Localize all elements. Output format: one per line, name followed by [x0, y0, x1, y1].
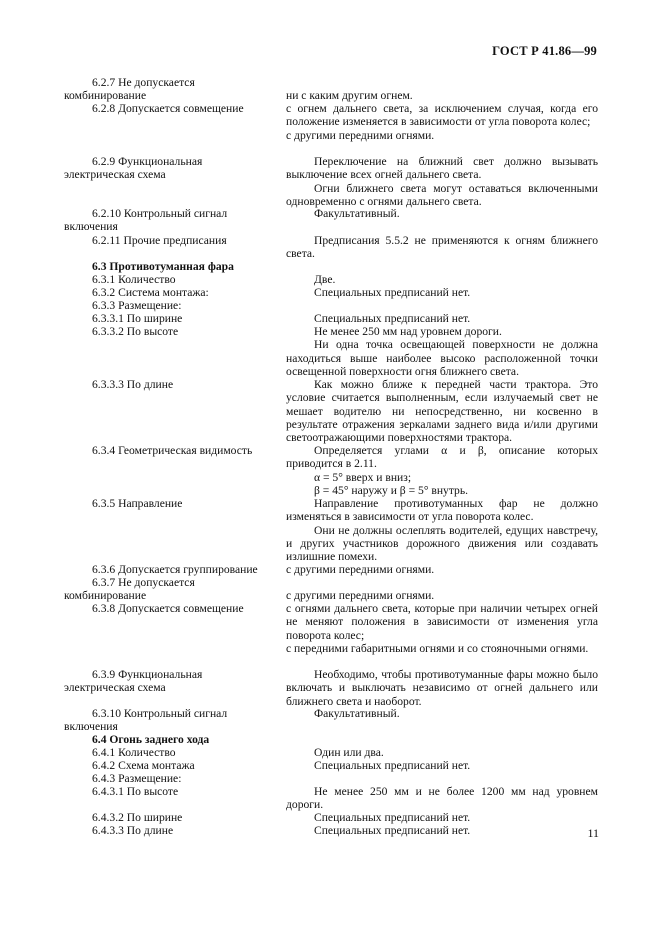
requirement-paragraph: Специальных предписаний нет. [314, 312, 471, 325]
clause-label-line: 6.4.3 Размещение: [92, 772, 182, 785]
requirement-paragraph: Направление противотуманных фар не должно изменяться в зависимости от угла поворота колес. [286, 497, 598, 524]
clause-requirement [286, 155, 598, 208]
clause-label [64, 563, 284, 576]
clause-label-line: 6.2.8 Допускается совмещение [92, 102, 244, 115]
requirement-paragraph: с огнями дальнего света, которые при наличии четырех огней не меняют положения в зависимости от изменения угла поворота колес; [286, 602, 598, 642]
requirement-paragraph: Специальных предписаний нет. [314, 286, 471, 299]
clause-label [64, 207, 284, 234]
clause-label [64, 497, 284, 510]
clause-label-line: 6.4.1 Количество [92, 746, 176, 759]
clause-label-line: 6.3.3.3 По длине [92, 378, 174, 391]
clause-requirement [286, 563, 598, 576]
clause-label-line: включения [64, 720, 118, 734]
requirement-paragraph: Не менее 250 мм над уровнем дороги. [314, 325, 502, 338]
clause-requirement [286, 89, 598, 102]
clause-label-line: 6.2.11 Прочие предписания [92, 234, 227, 247]
clause-label-line: 6.4.3.1 По высоте [92, 785, 179, 798]
clause-label-line: 6.3.10 Контрольный сигнал [92, 707, 228, 720]
clause-label-line: 6.3.5 Направление [92, 497, 183, 510]
clause-label-line: 6.3.4 Геометрическая видимость [92, 444, 253, 457]
document-header: ГОСТ Р 41.86—99 [492, 44, 597, 58]
requirement-paragraph: β = 45° наружу и β = 5° внутрь. [314, 483, 469, 497]
requirement-paragraph: ни с каким другим огнем. [286, 89, 413, 102]
requirement-paragraph: с передними габаритными огнями и со стояночными огнями. [286, 641, 589, 655]
clause-label-line: 6.4 Огонь заднего хода [92, 733, 210, 746]
clause-label-line: электрическая схема [64, 681, 166, 695]
clause-label-line: комбинирование [64, 89, 147, 103]
clause-label [64, 602, 284, 615]
clause-requirement [286, 746, 598, 759]
requirement-paragraph: Как можно ближе к передней части трактора. Это условие считается выполненным, если излучаемый свет не мешает водителю ни непосредственно, ни косвенно в результате отражения зеркалами заднего вида и/или другими светоотражающими поверхностями трактора. [286, 378, 598, 445]
clause-label [64, 378, 284, 391]
clause-label [64, 286, 284, 299]
clause-label [64, 772, 284, 785]
clause-label [64, 155, 284, 182]
clause-label-line: 6.2.10 Контрольный сигнал [92, 207, 228, 220]
clause-label [64, 759, 284, 772]
requirement-paragraph: Огни ближнего света могут оставаться включенными одновременно с огнями дальнего света. [286, 181, 598, 208]
clause-requirement [286, 497, 598, 563]
requirement-paragraph: Факультативный. [314, 707, 400, 720]
clause-label-line: 6.4.2 Схема монтажа [92, 759, 195, 772]
clause-requirement [286, 273, 598, 286]
clause-requirement [286, 234, 598, 261]
requirement-paragraph: с другими передними огнями. [286, 563, 435, 576]
clause-requirement [286, 668, 598, 708]
clause-requirement [286, 102, 598, 142]
clause-label-line: 6.3.8 Допускается совмещение [92, 602, 244, 615]
clause-requirement [286, 378, 598, 444]
clause-label [64, 707, 284, 734]
requirement-paragraph: Не менее 250 мм и не более 1200 мм над уровнем дороги. [286, 785, 598, 812]
requirement-paragraph: Они не должны ослеплять водителей, едущих навстречу, и других участников дорожного движения или создавать излишние помехи. [286, 523, 598, 564]
clause-requirement [286, 824, 598, 837]
clause-requirement [286, 785, 598, 812]
clause-label [64, 299, 284, 312]
clause-label-line: 6.3.6 Допускается группирование [92, 563, 258, 576]
clause-label-line: комбинирование [64, 589, 147, 603]
requirement-paragraph: с другими передними огнями. [286, 128, 435, 142]
clause-label [64, 824, 284, 837]
requirement-paragraph: Специальных предписаний нет. [314, 811, 471, 824]
clause-requirement [286, 286, 598, 299]
requirement-paragraph: Специальных предписаний нет. [314, 824, 471, 837]
requirement-paragraph: Специальных предписаний нет. [314, 759, 471, 772]
requirement-paragraph: Переключение на ближний свет должно вызывать выключение всех огней дальнего света. [286, 155, 598, 182]
clause-label-line: 6.3 Противотуманная фара [92, 260, 234, 273]
clause-label [64, 746, 284, 759]
clause-requirement [286, 444, 598, 497]
requirement-paragraph: Определяется углами α и β, описание которых приводится в 2.11. [286, 444, 598, 471]
requirement-paragraph: Один или два. [314, 746, 384, 759]
requirement-paragraph: с другими передними огнями. [286, 589, 435, 602]
clause-label-line: 6.3.1 Количество [92, 273, 176, 286]
clause-label-line: 6.3.2 Система монтажа: [92, 286, 209, 299]
clause-label [64, 273, 284, 286]
requirement-paragraph: α = 5° вверх и вниз; [314, 470, 412, 484]
clause-label-line: 6.3.3.1 По ширине [92, 312, 183, 325]
clause-requirement [286, 811, 598, 824]
clause-label [64, 785, 284, 798]
clause-requirement [286, 207, 598, 220]
clause-label-line: 6.4.3.3 По длине [92, 824, 174, 837]
clause-label-line: 6.3.9 Функциональная [92, 668, 203, 681]
clause-requirement [286, 602, 598, 655]
clause-label [64, 811, 284, 824]
clause-requirement [286, 707, 598, 720]
requirement-paragraph: с огнем дальнего света, за исключением случая, когда его положение изменяется в зависимости от угла поворота колес; [286, 102, 598, 129]
clause-label-line: 6.3.3.2 По высоте [92, 325, 179, 338]
clause-label [64, 76, 284, 103]
clause-label [64, 260, 284, 273]
clause-requirement [286, 325, 598, 378]
clause-label [64, 444, 284, 457]
clause-label-line: 6.3.3 Размещение: [92, 299, 182, 312]
clause-label [64, 312, 284, 325]
clause-requirement [286, 589, 598, 602]
clause-label [64, 668, 284, 695]
clause-label [64, 576, 284, 603]
clause-label-line: включения [64, 220, 118, 234]
page-number: 11 [587, 826, 599, 840]
clause-label-line: 6.2.7 Не допускается [92, 76, 195, 89]
requirement-paragraph: Предписания 5.5.2 не применяются к огням ближнего света. [286, 234, 598, 261]
clause-label [64, 234, 284, 247]
requirement-paragraph: Необходимо, чтобы противотуманные фары можно было включать и выключать независимо от огней дальнего или ближнего света и наоборот. [286, 668, 598, 708]
clause-label [64, 733, 284, 746]
requirement-paragraph: Две. [314, 273, 336, 286]
clause-label-line: 6.3.7 Не допускается [92, 576, 195, 589]
clause-requirement [286, 312, 598, 325]
clause-label [64, 102, 284, 115]
clause-label [64, 325, 284, 338]
requirement-paragraph: Ни одна точка освещающей поверхности не должна находиться выше наиболее высоко расположенной точки освещенной поверхности огня ближнего света. [286, 338, 598, 378]
requirement-paragraph: Факультативный. [314, 207, 400, 220]
clause-label-line: 6.2.9 Функциональная [92, 155, 203, 168]
clause-label-line: 6.4.3.2 По ширине [92, 811, 183, 824]
clause-requirement [286, 759, 598, 772]
clause-label-line: электрическая схема [64, 168, 166, 182]
